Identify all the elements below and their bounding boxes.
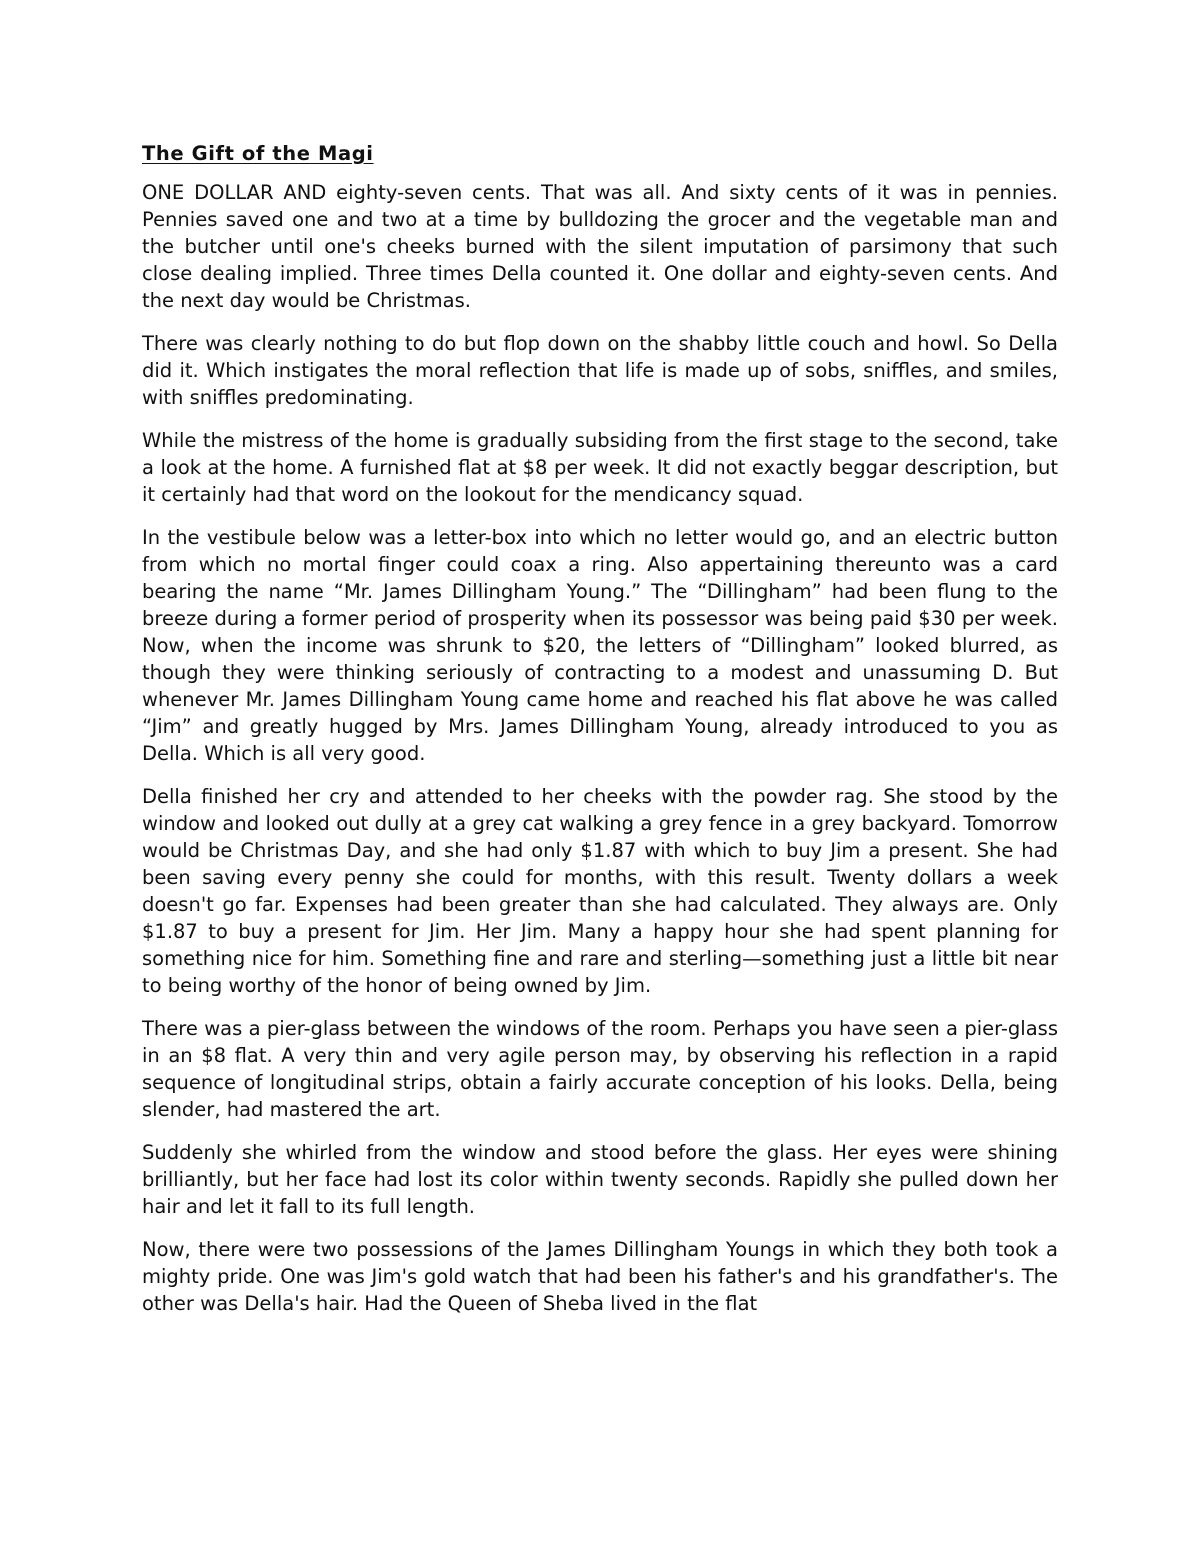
paragraph-3: While the mistress of the home is gradually subsiding from the first stage to the second, take a look at the home. A furnished flat at $8 per week. It did not exactly beggar description, but it certainly had that word on the lookout for the mendicancy squad.: [142, 429, 1058, 506]
document-title: The Gift of the Magi: [142, 142, 374, 165]
paragraph-7: Suddenly she whirled from the window and stood before the glass. Her eyes were shining brilliantly, but her face had lost its color within twenty seconds. Rapidly she pulled down her hair and let it fall to its full length.: [142, 1141, 1058, 1218]
document-body: [142, 140, 1058, 1333]
paragraph-1: ONE DOLLAR AND eighty-seven cents. That was all. And sixty cents of it was in pennies. Pennies saved one and two at a time by bulldozing the grocer and the vegetable man and the butcher until one's cheeks burned with the silent imputation of parsimony that such close dealing implied. Three times Della counted it. One dollar and eighty-seven cents. And the next day would be Christmas.: [142, 181, 1058, 312]
paragraph-6: There was a pier-glass between the windows of the room. Perhaps you have seen a pier-glass in an $8 flat. A very thin and very agile person may, by observing his reflection in a rapid sequence of longitudinal strips, obtain a fairly accurate conception of his looks. Della, being slender, had mastered the art.: [142, 1017, 1058, 1121]
paragraph-8: Now, there were two possessions of the James Dillingham Youngs in which they both took a mighty pride. One was Jim's gold watch that had been his father's and his grandfather's. The other was Della's hair. Had the Queen of Sheba lived in the flat: [142, 1238, 1058, 1315]
paragraph-4: In the vestibule below was a letter-box into which no letter would go, and an electric button from which no mortal finger could coax a ring. Also appertaining thereunto was a card bearing the name “Mr. James Dillingham Young.” The “Dillingham” had been flung to the breeze during a former period of prosperity when its possessor was being paid $30 per week. Now, when the income was shrunk to $20, the letters of “Dillingham” looked blurred, as though they were thinking seriously of contracting to a modest and unassuming D. But whenever Mr. James Dillingham Young came home and reached his flat above he was called “Jim” and greatly hugged by Mrs. James Dillingham Young, already introduced to you as Della. Which is all very good.: [142, 526, 1058, 765]
paragraph-5: Della finished her cry and attended to her cheeks with the powder rag. She stood by the window and looked out dully at a grey cat walking a grey fence in a grey backyard. Tomorrow would be Christmas Day, and she had only $1.87 with which to buy Jim a present. She had been saving every penny she could for months, with this result. Twenty dollars a week doesn't go far. Expenses had been greater than she had calculated. They always are. Only $1.87 to buy a present for Jim. Her Jim. Many a happy hour she had spent planning for something nice for him. Something fine and rare and sterling—something just a little bit near to being worthy of the honor of being owned by Jim.: [142, 785, 1058, 997]
paragraph-2: There was clearly nothing to do but flop down on the shabby little couch and howl. So Della did it. Which instigates the moral reflection that life is made up of sobs, sniffles, and smiles, with sniffles predominating.: [142, 332, 1058, 409]
